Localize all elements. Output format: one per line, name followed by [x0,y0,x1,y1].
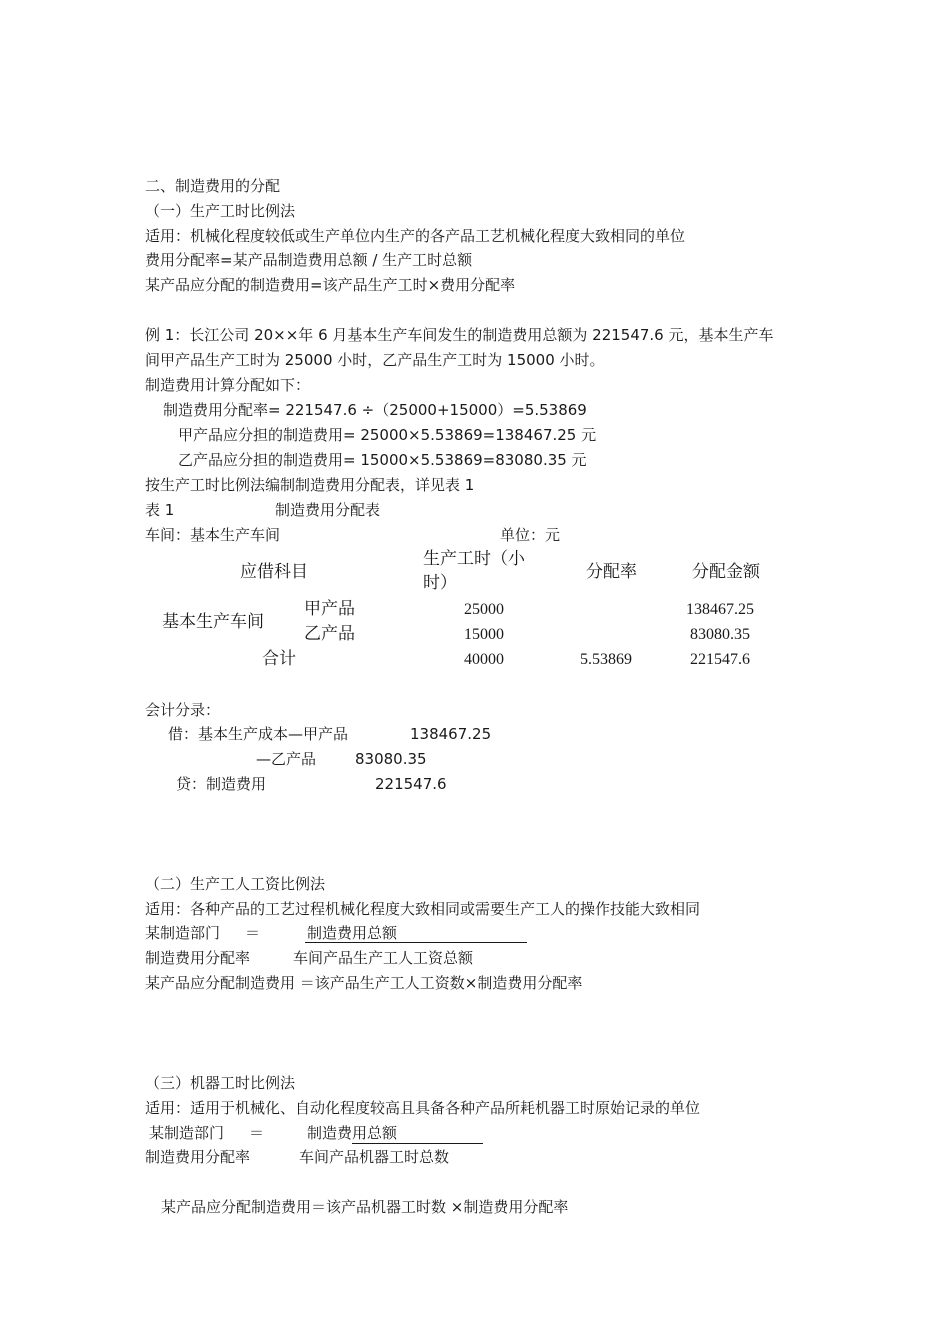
method3-applicable: 适用：适用于机械化、自动化程度较高且具备各种产品所耗机器工时原始记录的单位 [145,1099,701,1117]
entry-debit2-label: —乙产品 [256,750,317,768]
method3-formula-allocation: 某产品应分配制造费用＝该产品机器工时数 ×制造费用分配率 [161,1198,569,1216]
example-calc-product-b: 乙产品应分担的制造费用= 15000×5.53869=83080.35 元 [178,451,587,469]
method3-formula-equals: ＝ [249,1124,265,1142]
method2-formula-left1: 某制造部门 [145,924,221,942]
table-workshop: 车间：基本生产车间 [145,526,281,544]
entry-debit2-value: 83080.35 [355,750,427,768]
table-label: 表 1 [145,501,175,519]
method2-applicable: 适用：各种产品的工艺过程机械化程度大致相同或需要生产工人的操作技能大致相同 [145,900,701,918]
section-title: 二、制造费用的分配 [145,177,281,195]
entry-credit-label: 贷：制造费用 [176,775,267,793]
method1-heading: （一）生产工时比例法 [145,202,296,220]
row-group-label: 基本生产车间 [162,612,264,632]
row-hours: 25000 [464,601,504,618]
row-product: 甲产品 [304,599,355,619]
total-hours: 40000 [464,651,504,668]
header-subject: 应借科目 [240,562,308,582]
method3-formula-left1: 某制造部门 [149,1124,225,1142]
method3-formula-numerator: 制造费用总额 [307,1124,398,1142]
example-calc-rate: 制造费用分配率= 221547.6 ÷（25000+15000）=5.53869 [163,401,587,419]
method2-formula-denominator: 车间产品生产工人工资总额 [293,949,474,967]
method2-formula-equals: ＝ [245,924,261,942]
total-rate: 5.53869 [580,651,632,668]
method1-formula-rate: 费用分配率=某产品制造费用总额 / 生产工时总额 [145,251,473,269]
method3-fraction-bar [352,1143,483,1144]
example-calc-title: 制造费用计算分配如下： [145,376,311,394]
method2-heading: （二）生产工人工资比例法 [145,875,326,893]
method1-applicable: 适用：机械化程度较低或生产单位内生产的各产品工艺机械化程度大致相同的单位 [145,227,686,245]
method3-heading: （三）机器工时比例法 [145,1074,296,1092]
entry-debit-label: 借：基本生产成本—甲产品 [168,725,349,743]
example-paragraph-line1: 例 1：长江公司 20××年 6 月基本生产车间发生的制造费用总额为 221547.6 元，基本生产车 [145,326,774,344]
header-hours-line1: 生产工时（小 [423,549,525,569]
entry-title: 会计分录： [145,701,221,719]
method1-formula-allocation: 某产品应分配的制造费用=该产品生产工时×费用分配率 [145,276,516,294]
header-amount: 分配金额 [692,562,760,582]
entry-debit-value: 138467.25 [410,725,492,743]
method2-fraction-bar [305,942,527,943]
method2-formula-left2: 制造费用分配率 [145,949,251,967]
example-paragraph-line2: 间甲产品生产工时为 25000 小时，乙产品生产工时为 15000 小时。 [145,351,605,369]
row-amount: 138467.25 [686,601,754,618]
header-hours-line2: 时） [423,573,457,593]
total-amount: 221547.6 [690,651,750,668]
example-table-note: 按生产工时比例法编制制造费用分配表，详见表 1 [145,476,475,494]
total-label: 合计 [262,649,296,669]
row-amount: 83080.35 [690,626,750,643]
method3-formula-left2: 制造费用分配率 [145,1148,251,1166]
entry-credit-value: 221547.6 [375,775,447,793]
header-rate: 分配率 [586,562,637,582]
example-calc-product-a: 甲产品应分担的制造费用= 25000×5.53869=138467.25 元 [178,426,597,444]
method2-formula-allocation: 某产品应分配制造费用 ＝该产品生产工人工资数×制造费用分配率 [145,974,583,992]
method3-formula-denominator: 车间产品机器工时总数 [299,1148,450,1166]
table-title: 制造费用分配表 [275,501,381,519]
method2-formula-numerator: 制造费用总额 [307,924,398,942]
table-unit: 单位：元 [500,526,561,544]
row-hours: 15000 [464,626,504,643]
row-product: 乙产品 [304,624,355,644]
